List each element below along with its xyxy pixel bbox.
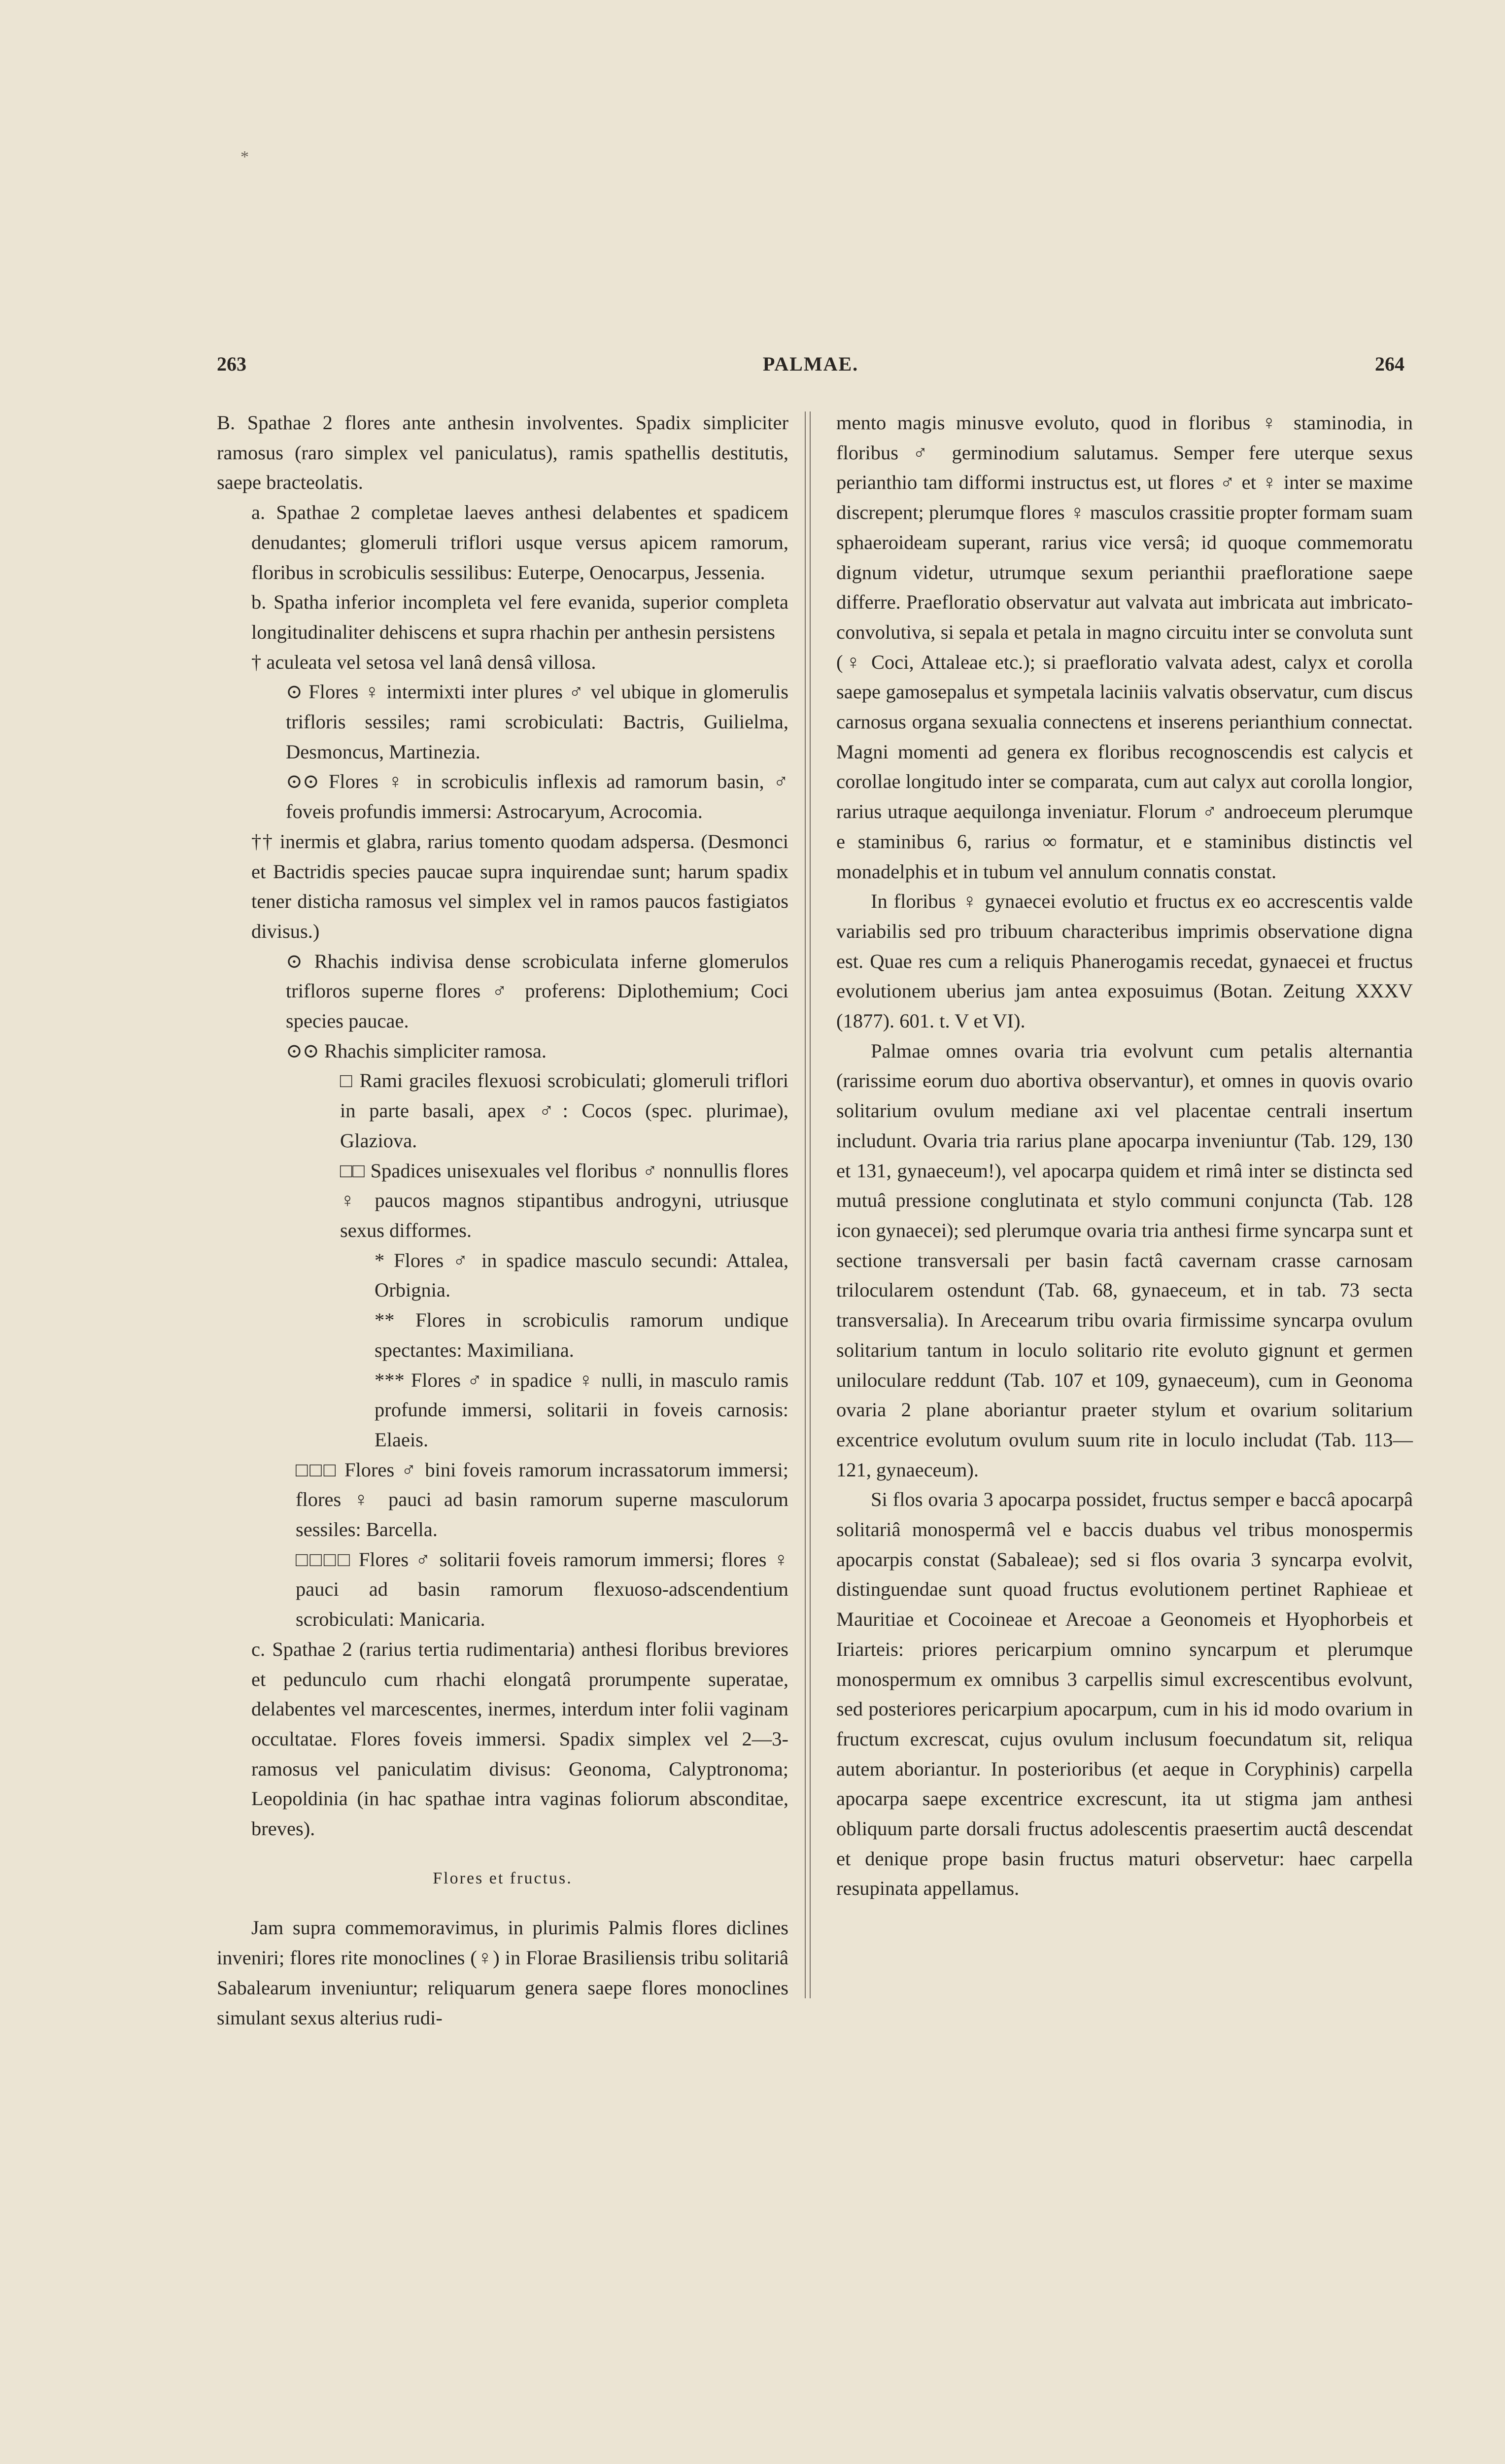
key-square-4: □□□□ Flores ♂ solitarii foveis ramorum immersi; flores ♀ pauci ad basin ramorum flexuoso-adscendentium scrobiculati: Manicaria. — [296, 1548, 788, 1631]
key-star-1: * Flores ♂ in spadice masculo secundi: Attalea, Orbignia. — [375, 1249, 788, 1301]
section-heading: Flores et fructus. — [433, 1869, 573, 1887]
key-c: c. Spathae 2 (rarius tertia rudimentaria) anthesi floribus breviores et pedunculo cum rhachi elongatâ prorumpente superatae, delabentes vel marcescentes, inermes, interdum inter folii vaginam occultatae. Flores foveis immersi. Spadix simplex vel 2—3-ramosus vel paniculatim divisus: Geonoma, Calyptronoma; Leopoldinia (in hac spathae intra vaginas foliorum absconditae, breves). — [251, 1638, 788, 1840]
key-a: a. Spathae 2 completae laeves anthesi delabentes et spadicem denudantes; glomeruli triflori usque versus apicem ramorum, floribus in scrobiculis sessilibus: Euterpe, Oenocarpus, Jessenia. — [251, 501, 788, 583]
key-square-1: □ Rami graciles flexuosi scrobiculati; glomeruli triflori in parte basali, apex ♂: Cocos (spec. plurimae), Glaziova. — [340, 1069, 788, 1152]
right-column — [836, 408, 1413, 1904]
key-circle-1: ⊙ Flores ♀ intermixti inter plures ♂ vel ubique in glomerulis trifloris sessiles; rami scrobiculati: Bactris, Guilielma, Desmoncus, Martinezia. — [286, 681, 788, 763]
paragraph-3: Palmae omnes ovaria tria evolvunt cum petalis alternantia (rarissime eorum duo abortiva observantur), et omnes in quovis ovario solitarium ovulum mediane axi vel placentae centrali insertum includunt. Ovaria tria rarius plane apocarpa inveniuntur (Tab. 129, 130 et 131, gynaeceum!), vel apocarpa quidem et rimâ inter se distincta sed mutuâ pressione conglutinata et stylo communi conjuncta (Tab. 128 icon gynaecei); sed plerumque ovaria tria anthesi firme syncarpa sunt et sectione transversali per basin factâ cavernam crasse carnosam trilocularem ostendunt (Tab. 68, gynaeceum, et in tab. 73 secta transversalia). In Arecearum tribu ovaria firmissime syncarpa ovulum solitarium tantum in loculo solitario rite evoluto gignunt et germen uniloculare reddunt (Tab. 107 et 109, gynaeceum), cum in Geonoma ovaria 2 plane aboriantur praeter stylum et ovarium solitarium excentrice evolutum ovulum suum rite in loculo includat (Tab. 113—121, gynaeceum). — [836, 1039, 1413, 1481]
left-column — [217, 408, 788, 2033]
key-square-3: □□□ Flores ♂ bini foveis ramorum incrassatorum immersi; flores ♀ pauci ad basin ramorum superne masculorum sessiles: Barcella. — [296, 1458, 788, 1541]
key-dagger: † aculeata vel setosa vel lanâ densâ villosa. — [251, 650, 596, 673]
key-B: B. Spathae 2 flores ante anthesin involventes. Spadix simpliciter ramosus (raro simplex vel paniculatus), ramis spathellis destitutis, saepe bracteolatis. — [217, 411, 788, 494]
running-title: PALMAE. — [762, 353, 859, 375]
key-star-2: ** Flores in scrobiculis ramorum undique spectantes: Maximiliana. — [375, 1309, 788, 1361]
page-number-right: 264 — [1375, 353, 1404, 375]
key-star-3: *** Flores ♂ in spadice ♀ nulli, in masculo ramis profunde immersi, solitarii in foveis carnosis: Elaeis. — [375, 1369, 788, 1451]
page-header — [217, 352, 1404, 387]
key-circle-2: ⊙⊙ Flores ♀ in scrobiculis inflexis ad ramorum basin, ♂ foveis profundis immersi: Astrocaryum, Acrocomia. — [286, 770, 788, 823]
paragraph-flores: Jam supra commemoravimus, in plurimis Palmis flores diclines inveniri; flores rite monoclines (♀) in Florae Brasiliensis tribu solitariâ Sabalearum inveniuntur; reliquarum genera saepe flores monoclines simulant sexus alterius rudi- — [217, 1916, 788, 2029]
paragraph-2: In floribus ♀ gynaecei evolutio et fructus ex eo accrescentis valde variabilis sed pro tribuum characteribus imprimis observatione digna est. Quae res cum a reliquis Phanerogamis recedat, gynaecei et fructus evolutionem uberius jam antea exposuimus (Botan. Zeitung XXXV (1877). 601. t. V et VI). — [836, 890, 1413, 1032]
key-b: b. Spatha inferior incompleta vel fere evanida, superior completa longitudinaliter dehiscens et supra rhachin per anthesin persistens — [251, 591, 788, 643]
key-circle-3: ⊙ Rhachis indivisa dense scrobiculata inferne glomerulos trifloros superne flores ♂ proferens: Diplothemium; Coci species paucae. — [286, 950, 788, 1032]
paragraph-4: Si flos ovaria 3 apocarpa possidet, fructus semper e baccâ apocarpâ solitariâ monospermâ vel e baccis duabus vel tribus monospermis apocarpis constat (Sabaleae); sed si flos ovaria 3 syncarpa evolvit, distinguendae sunt quoad fructus evolutionem pertinet Raphieae et Mauritiae et Cocoineae et Arecoae a Geonomeis et Hyophorbeis et Iriarteis: priores pericarpium omnino syncarpum et plerumque monospermum ex omnibus 3 carpellis simul excrescentibus evolvunt, sed posteriores pericarpium apocarpum, cum in his id modo ovarium in fructum excrescat, cujus ovulum inclusum foecundatum sit, reliqua autem aboriantur. In posterioribus (et aeque in Coryphinis) carpella apocarpa saepe excentrice excrescunt, ita ut stigma jam anthesi obliquum parte dorsali fructus adolescentis praesertim auctâ descendat et denique prope basin fructus maturi observetur: haec carpella resupinata appellamus. — [836, 1488, 1413, 1900]
paragraph-1: mento magis minusve evoluto, quod in floribus ♀ staminodia, in floribus ♂ germinodium salutamus. Semper fere uterque sexus perianthio tam difformi instructus est, ut flores ♂ et ♀ inter se maxime discrepent; plerumque flores ♀ masculos crassitie propter formam suam sphaeroideam superant, rarius vice versâ; id quoque commemoratu dignum videtur, utrumque sexum perianthii praefloratione saepe differre. Praefloratio observatur aut valvata aut imbricata aut imbricato-convolutiva, si sepala et petala in magno circuitu inter se convoluta sunt (♀ Coci, Attaleae etc.); si praefloratio valvata adest, calyx et corolla saepe gamosepalus et sympetala laciniis valvatis observatur, cum discus carnosus organa sexualia connectens et inserens perianthium connectat. Magni momenti ad genera ex floribus recognoscendis est calycis et corollae longitudo inter se comparata, cum aut calyx aut corolla longior, rarius utraque aequilonga inveniatur. Florum ♂ androeceum plerumque e staminibus 6, rarius ∞ formatur, et e staminibus distinctis vel monadelphis et in tubum vel annulum connatis constat. — [836, 411, 1413, 883]
column-divider — [805, 411, 811, 1998]
key-square-2: □□ Spadices unisexuales vel floribus ♂ nonnullis flores ♀ paucos magnos stipantibus androgyni, utriusque sexus difformes. — [340, 1159, 788, 1241]
ink-mark: * — [240, 148, 249, 166]
key-circle-4: ⊙⊙ Rhachis simpliciter ramosa. — [286, 1039, 547, 1062]
key-double-dagger: †† inermis et glabra, rarius tomento quodam adspersa. (Desmonci et Bactridis species paucae supra inquirendae sunt; harum spadix tener disticha ramosus vel simplex vel in ramos paucos fastigiatos divisus.) — [251, 830, 788, 942]
page-number-left: 263 — [217, 353, 246, 375]
